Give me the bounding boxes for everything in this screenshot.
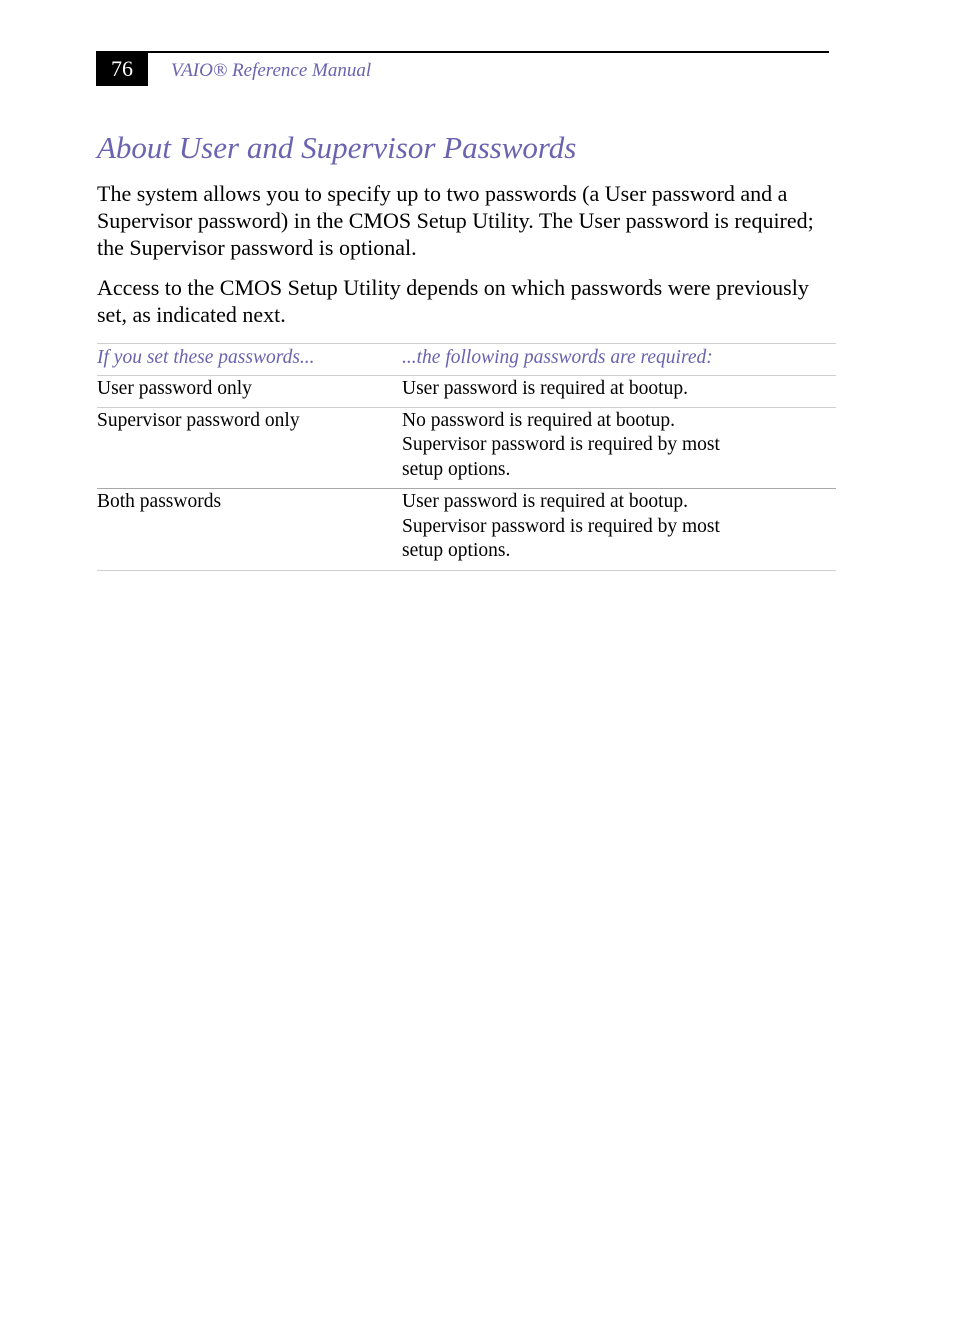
access-paragraph: Access to the CMOS Setup Utility depends on which passwords were previously set, as indicated next. bbox=[97, 275, 809, 327]
requirement-line: setup options. bbox=[402, 458, 511, 480]
section-title: About User and Supervisor Passwords bbox=[97, 130, 577, 165]
header-rule bbox=[96, 51, 829, 53]
requirement-line: No password is required at bootup. bbox=[402, 409, 675, 431]
table-header-passwords-set: If you set these passwords... bbox=[97, 344, 402, 376]
password-requirements-table bbox=[97, 343, 836, 571]
requirement-line: Supervisor password is required by most bbox=[402, 434, 720, 455]
table-row bbox=[97, 376, 836, 408]
table-cell-set: Supervisor password only bbox=[97, 407, 402, 489]
table-row bbox=[97, 489, 836, 571]
requirement-line: Supervisor password is required by most bbox=[402, 515, 720, 537]
table-header-row bbox=[97, 344, 836, 376]
running-header-title: VAIO® Reference Manual bbox=[171, 60, 372, 81]
page-number: 76 bbox=[96, 52, 148, 86]
table-row bbox=[97, 407, 836, 489]
table-cell-required bbox=[402, 376, 836, 408]
table-header-passwords-required: ...the following passwords are required: bbox=[402, 344, 836, 376]
requirement-line: setup options. bbox=[402, 540, 511, 561]
table-cell-set: User password only bbox=[97, 376, 402, 408]
intro-paragraph: The system allows you to specify up to two passwords (a User password and a Supervisor password) in the CMOS Setup Utility. The User password is required; the Supervisor password is optional. bbox=[97, 181, 814, 260]
table-cell-required bbox=[402, 489, 836, 571]
table-cell-set: Both passwords bbox=[97, 489, 402, 571]
requirement-line: User password is required at bootup. bbox=[402, 491, 688, 512]
table-cell-required bbox=[402, 407, 836, 489]
requirement-line: User password is required at bootup. bbox=[402, 378, 688, 399]
